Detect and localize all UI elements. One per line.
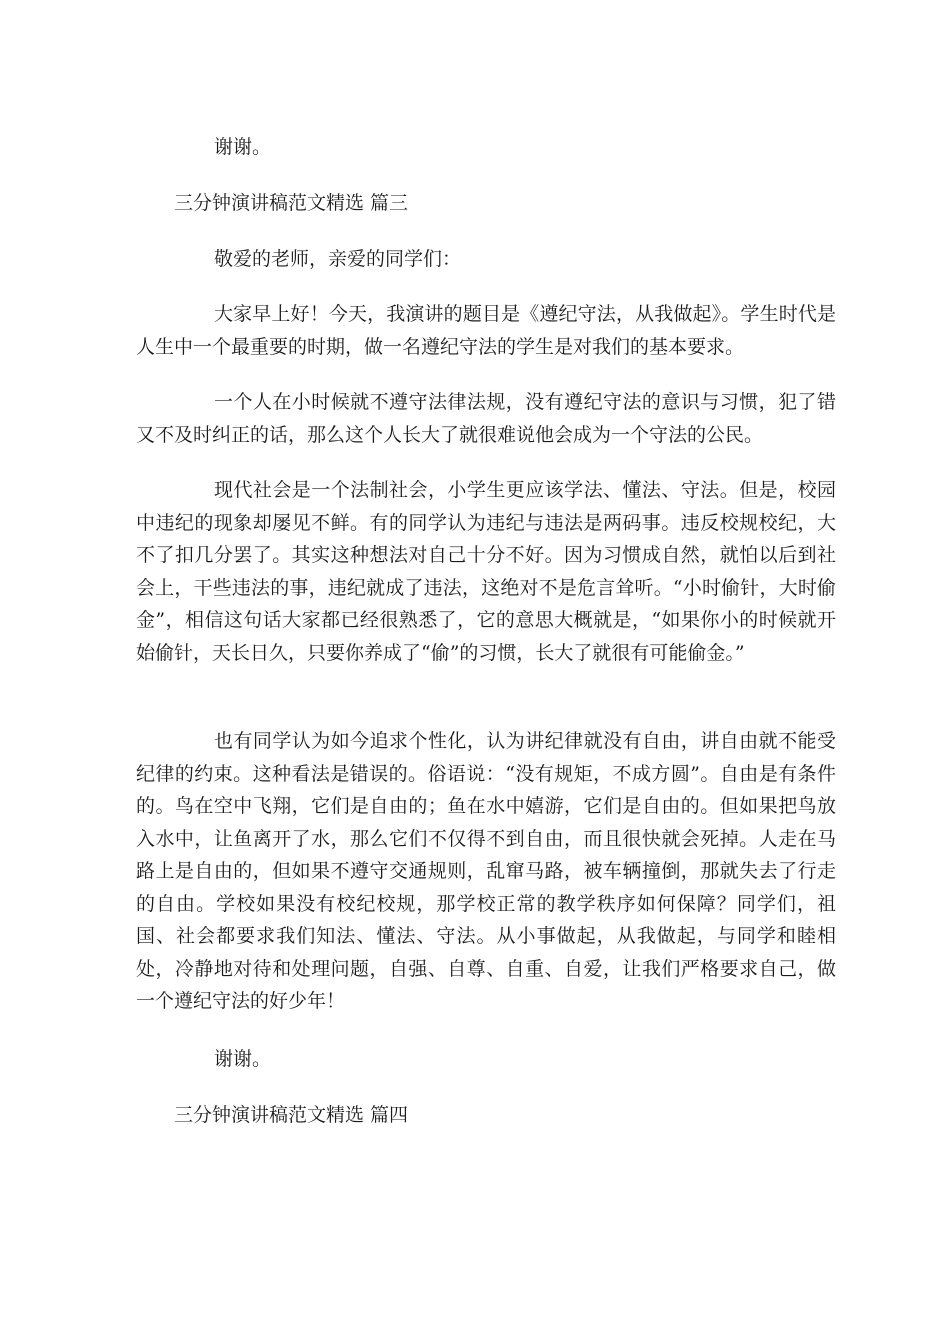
section-heading-3: 三分钟演讲稿范文精选 篇三 [174, 192, 409, 214]
closing-thanks-1: 谢谢。 [214, 136, 272, 158]
closing-thanks-2: 谢谢。 [214, 1048, 272, 1070]
paragraph-society: 现代社会是一个法制社会，小学生更应该学法、懂法、守法。但是，校园中违纪的现象却屡见不鲜。有的同学认为违纪与违法是两码事。违反校规校纪，大不了扣几分罢了。其实这种想法对自己十分不好。因为习惯成自然，就怕以后到社会上，干些违法的事，违纪就成了违法，这绝对不是危言耸听。“小时偷针，大时偷金”，相信这句话大家都已经很熟悉了，它的意思大概就是，“如果你小的时候就开始偷针，天长日久，只要你养成了“偷”的习惯，长大了就很有可能偷金。” [136, 479, 836, 664]
paragraph-freedom: 也有同学认为如今追求个性化，认为讲纪律就没有自由，讲自由就不能受纪律的约束。这种看法是错误的。俗语说：“没有规矩，不成方圆”。自由是有条件的。鸟在空中飞翔，它们是自由的；鱼在水中嬉游，它们是自由的。但如果把鸟放入水中，让鱼离开了水，那么它们不仅得不到自由，而且很快就会死掉。人走在马路上是自由的，但如果不遵守交通规则，乱窜马路，被车辆撞倒，那就失去了行走的自由。学校如果没有校纪校规，那学校正常的教学秩序如何保障？同学们，祖国、社会都要求我们知法、懂法、守法。从小事做起，从我做起，与同学和睦相处，冷静地对待和处理问题，自强、自尊、自重、自爱，让我们严格要求自己，做一个遵纪守法的好少年！ [136, 730, 836, 1012]
section-heading-4: 三分钟演讲稿范文精选 篇四 [174, 1104, 409, 1126]
paragraph-intro: 大家早上好！今天，我演讲的题目是《遵纪守法，从我做起》。学生时代是人生中一个最重要的时期，做一名遵纪守法的学生是对我们的基本要求。 [136, 303, 836, 358]
greeting: 敬爱的老师，亲爱的同学们： [214, 248, 462, 270]
paragraph-childhood: 一个人在小时候就不遵守法律法规，没有遵纪守法的意识与习惯，犯了错又不及时纠正的话，那么这个人长大了就很难说他会成为一个守法的公民。 [136, 391, 836, 446]
